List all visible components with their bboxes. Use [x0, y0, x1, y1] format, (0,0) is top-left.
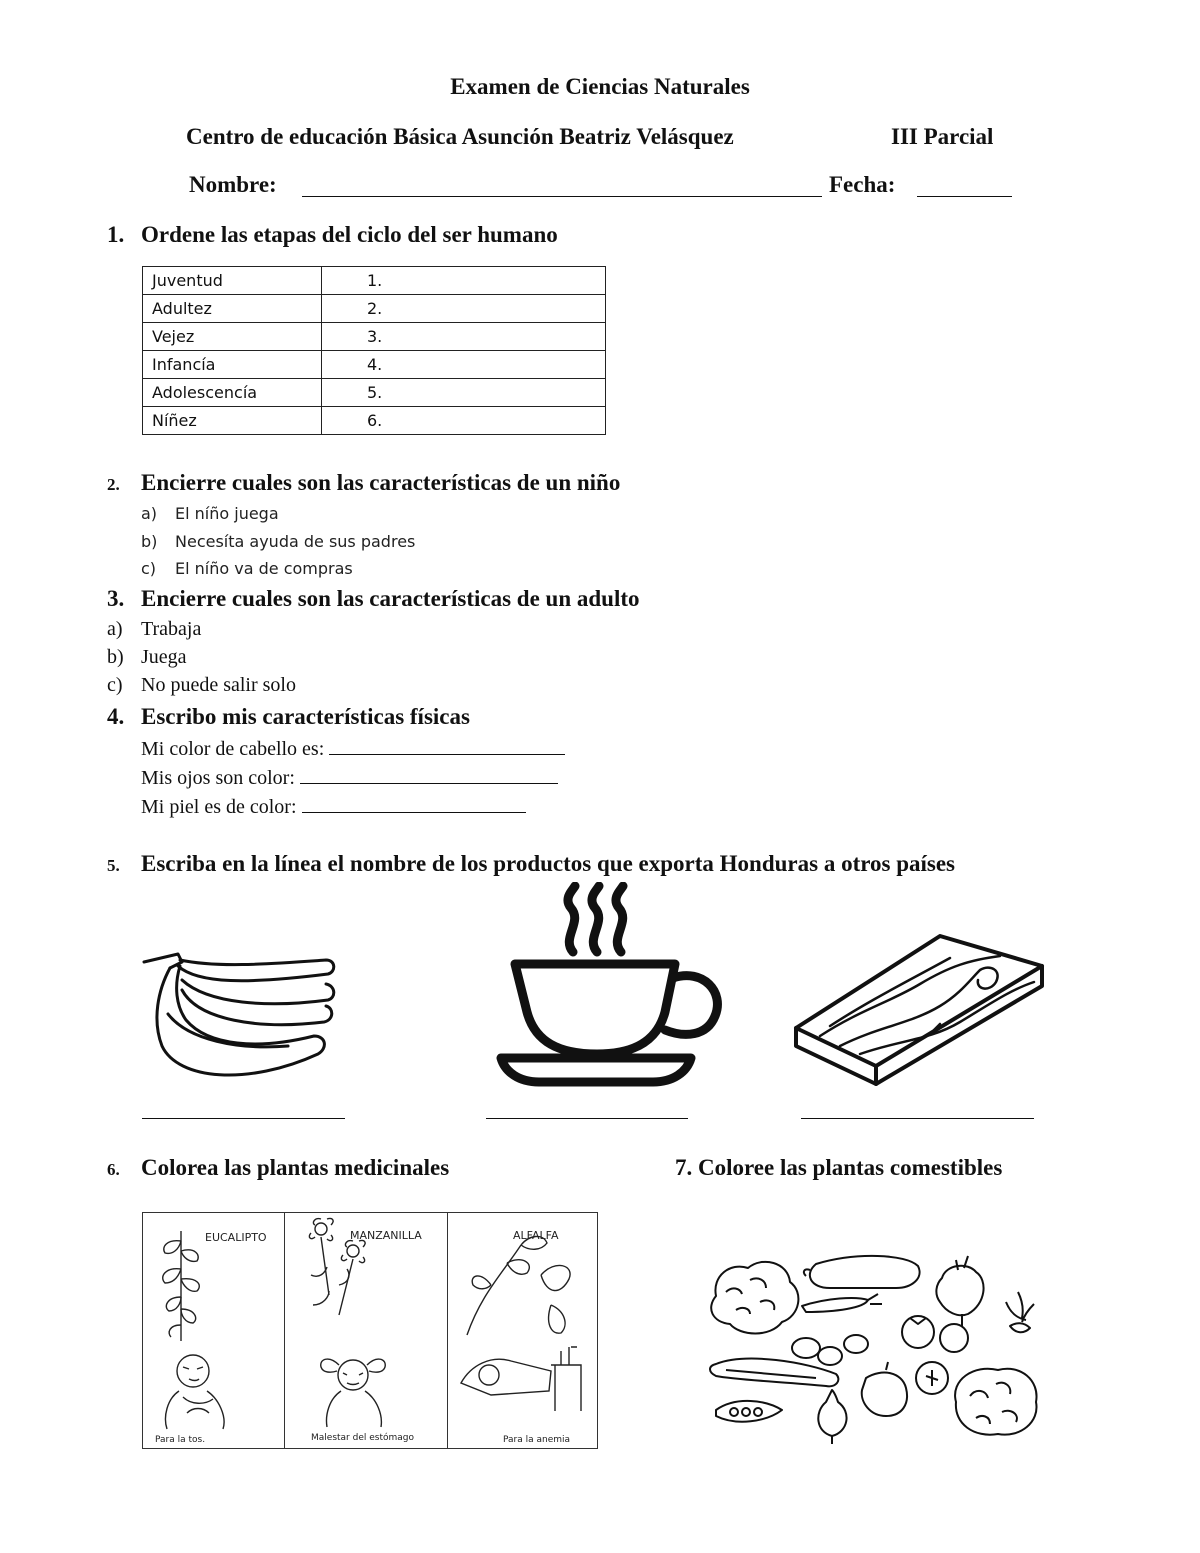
question-4: [107, 704, 470, 730]
panel-label: EUCALIPTO: [205, 1231, 267, 1244]
question-5: [107, 851, 955, 877]
skin-color-line: Mi piel es de color:: [141, 794, 526, 819]
table-row: [143, 323, 606, 351]
wood-plank-icon: [790, 930, 1050, 1090]
question-text: Encierre cuales son las características de un adulto: [141, 586, 640, 611]
panel-caption: Malestar del estómago: [311, 1433, 414, 1443]
order-cell[interactable]: 1.: [322, 267, 606, 295]
option-b[interactable]: b) Necesíta ayuda de sus padres: [141, 532, 416, 551]
alfalfa-icon: [451, 1215, 595, 1431]
term-label: III Parcial: [891, 124, 994, 149]
question-number: 3.: [107, 586, 125, 611]
table-row: [143, 351, 606, 379]
option-c[interactable]: c) El níño va de compras: [141, 559, 353, 578]
school-name: Centro de educación Básica Asunción Beatriz Velásquez: [186, 124, 734, 149]
table-row: [143, 407, 606, 435]
question-7: 7. Coloree las plantas comestibles: [675, 1155, 1003, 1180]
question-text: Colorea las plantas medicinales: [141, 1155, 450, 1180]
date-label: Fecha:: [829, 172, 896, 197]
banana-answer-line[interactable]: [142, 1118, 345, 1119]
table-row: [143, 295, 606, 323]
option-a[interactable]: a) Trabaja: [107, 618, 202, 640]
option-c[interactable]: c) No puede salir solo: [107, 674, 296, 696]
question-number: 6.: [107, 1160, 120, 1179]
question-number: 1.: [107, 222, 125, 247]
table-row: [143, 379, 606, 407]
order-cell[interactable]: 2.: [322, 295, 606, 323]
eye-color-line: Mis ojos son color:: [141, 765, 558, 790]
question-number: 2.: [107, 475, 120, 494]
question-6: [107, 1155, 449, 1181]
question-2: [107, 470, 620, 496]
question-number: 5.: [107, 856, 120, 875]
question-text: Escriba en la línea el nombre de los productos que exporta Honduras a otros países: [141, 851, 956, 876]
question-text: Encierre cuales son las características de un niño: [141, 470, 621, 495]
banana-icon: [138, 950, 338, 1090]
question-number: 4.: [107, 704, 125, 729]
exam-title: Examen de Ciencias Naturales: [450, 74, 750, 99]
medicinal-plants-image[interactable]: [142, 1212, 598, 1449]
name-label: Nombre:: [189, 172, 277, 197]
stage-cell: Vejez: [143, 323, 322, 351]
stage-cell: Infancía: [143, 351, 322, 379]
coffee-cup-icon: [493, 882, 733, 1092]
stages-table: [142, 266, 606, 435]
question-1: [107, 222, 558, 248]
table-row: [143, 267, 606, 295]
order-cell[interactable]: 5.: [322, 379, 606, 407]
hair-color-answer[interactable]: [329, 736, 565, 755]
hair-color-line: Mi color de cabello es:: [141, 736, 565, 761]
panel-caption: Para la anemia: [503, 1435, 571, 1445]
question-text: Escribo mis características físicas: [141, 704, 470, 729]
panel-label: MANZANILLA: [350, 1229, 422, 1242]
date-answer-line[interactable]: [917, 196, 1012, 197]
stage-cell: Juventud: [143, 267, 322, 295]
order-cell[interactable]: 4.: [322, 351, 606, 379]
question-3: [107, 586, 640, 612]
order-cell[interactable]: 3.: [322, 323, 606, 351]
panel-caption: Para la tos.: [155, 1435, 206, 1445]
eye-color-answer[interactable]: [300, 765, 558, 784]
question-text: Ordene las etapas del ciclo del ser humano: [141, 222, 558, 247]
name-answer-line[interactable]: [302, 196, 822, 197]
order-cell[interactable]: 6.: [322, 407, 606, 435]
skin-color-answer[interactable]: [302, 794, 526, 813]
option-b[interactable]: b) Juega: [107, 646, 187, 668]
option-a[interactable]: a) El níño juega: [141, 504, 279, 523]
chamomile-icon: [289, 1215, 445, 1431]
stage-cell: Adultez: [143, 295, 322, 323]
panel-label: ALFALFA: [513, 1229, 559, 1242]
vegetables-icon[interactable]: [706, 1252, 1070, 1448]
coffee-answer-line[interactable]: [486, 1118, 688, 1119]
eucalyptus-icon: [147, 1221, 281, 1431]
stage-cell: Adolescencía: [143, 379, 322, 407]
stage-cell: Níñez: [143, 407, 322, 435]
wood-answer-line[interactable]: [801, 1118, 1034, 1119]
